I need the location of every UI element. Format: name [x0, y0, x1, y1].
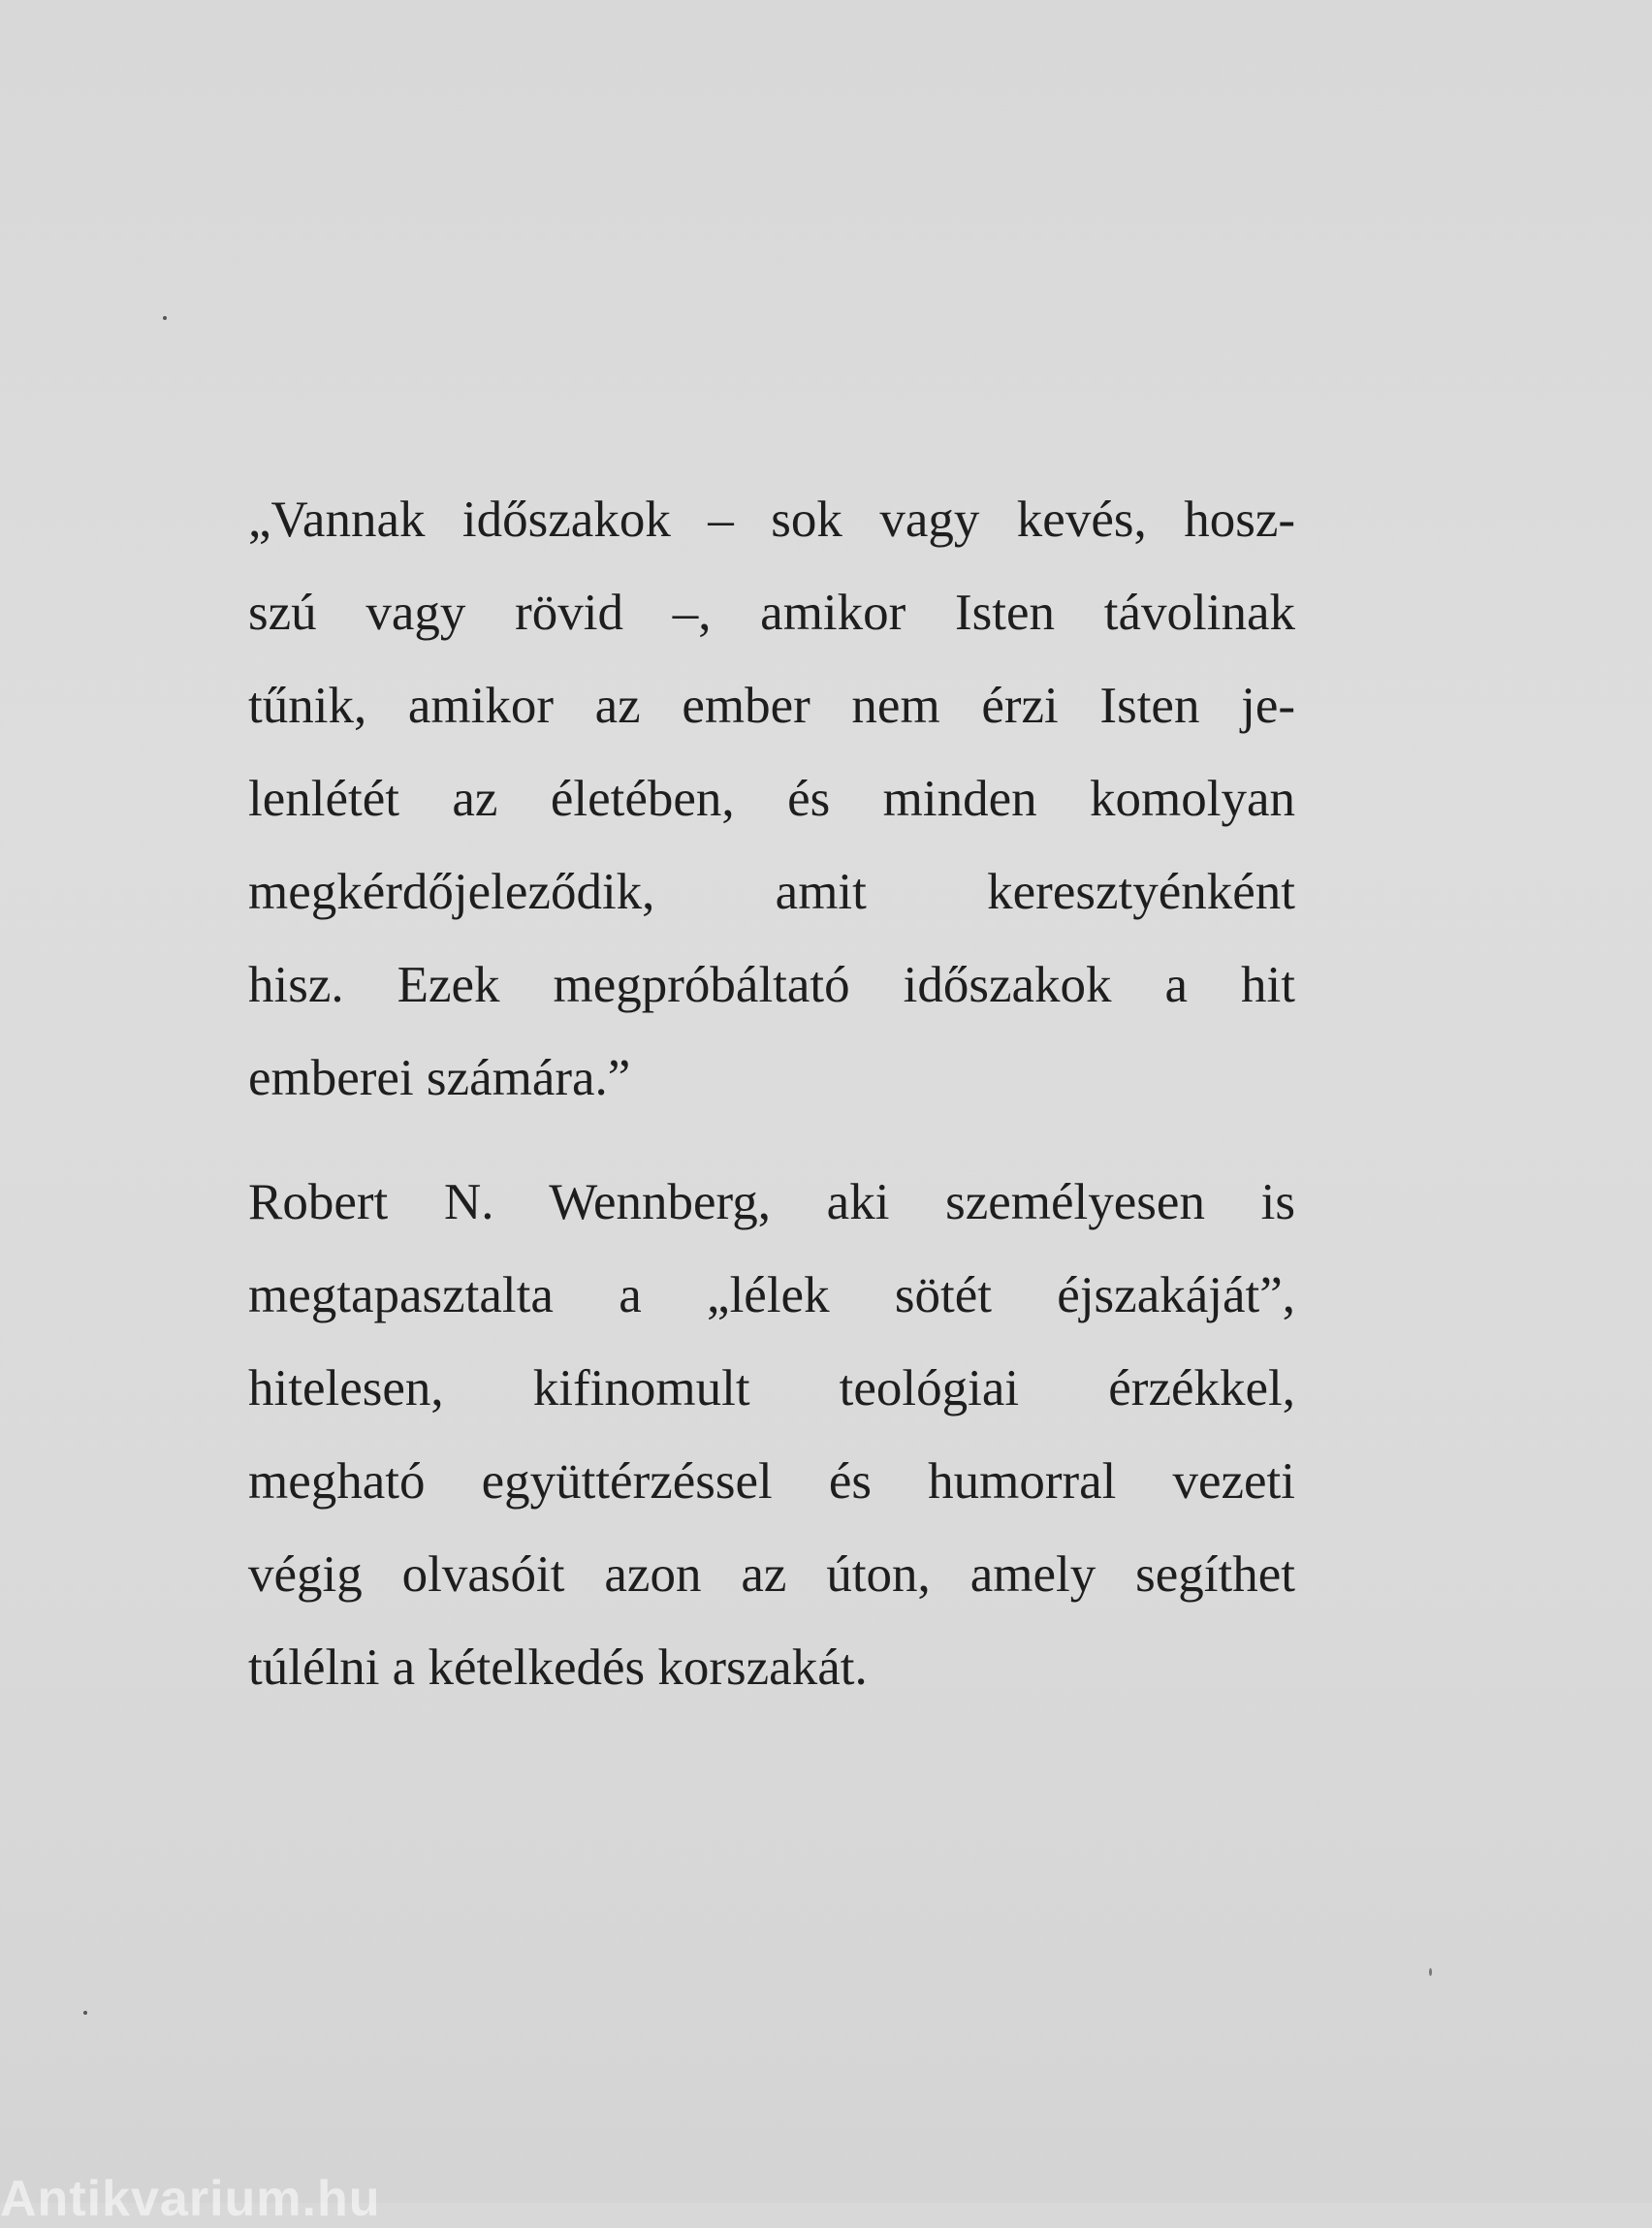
- dust-speck: [83, 2011, 87, 2015]
- dust-speck: [1429, 1968, 1432, 1976]
- quote-line: lenlétét az életében, és minden komolyan: [248, 771, 1295, 827]
- description-paragraph: [248, 1156, 1295, 1714]
- description-line: túlélni a kételkedés korszakát.: [248, 1639, 868, 1696]
- quote-line: szú vagy rövid –, amikor Isten távolinak: [248, 585, 1295, 641]
- quote-line: „Vannak időszakok – sok vagy kevés, hosz-: [248, 492, 1295, 548]
- back-cover-text: [248, 473, 1295, 1714]
- description-line: Robert N. Wennberg, aki személyesen is: [248, 1174, 1295, 1230]
- dust-speck: [163, 316, 167, 320]
- quote-line: hisz. Ezek megpróbáltató időszakok a hit: [248, 957, 1295, 1013]
- description-line: hitelesen, kifinomult teológiai érzékkel,: [248, 1360, 1295, 1416]
- quote-line: megkérdőjeleződik, amit keresztyénként: [248, 864, 1295, 920]
- description-line: megtapasztalta a „lélek sötét éjszakáját”,: [248, 1267, 1295, 1323]
- description-line: végig olvasóit azon az úton, amely segíthet: [248, 1546, 1295, 1603]
- watermark-logo: Antikvarium.hu: [0, 2171, 381, 2227]
- quote-line: emberei számára.”: [248, 1050, 631, 1106]
- description-line: megható együttérzéssel és humorral vezeti: [248, 1453, 1295, 1510]
- quote-paragraph: [248, 473, 1295, 1125]
- quote-line: tűnik, amikor az ember nem érzi Isten je-: [248, 678, 1295, 734]
